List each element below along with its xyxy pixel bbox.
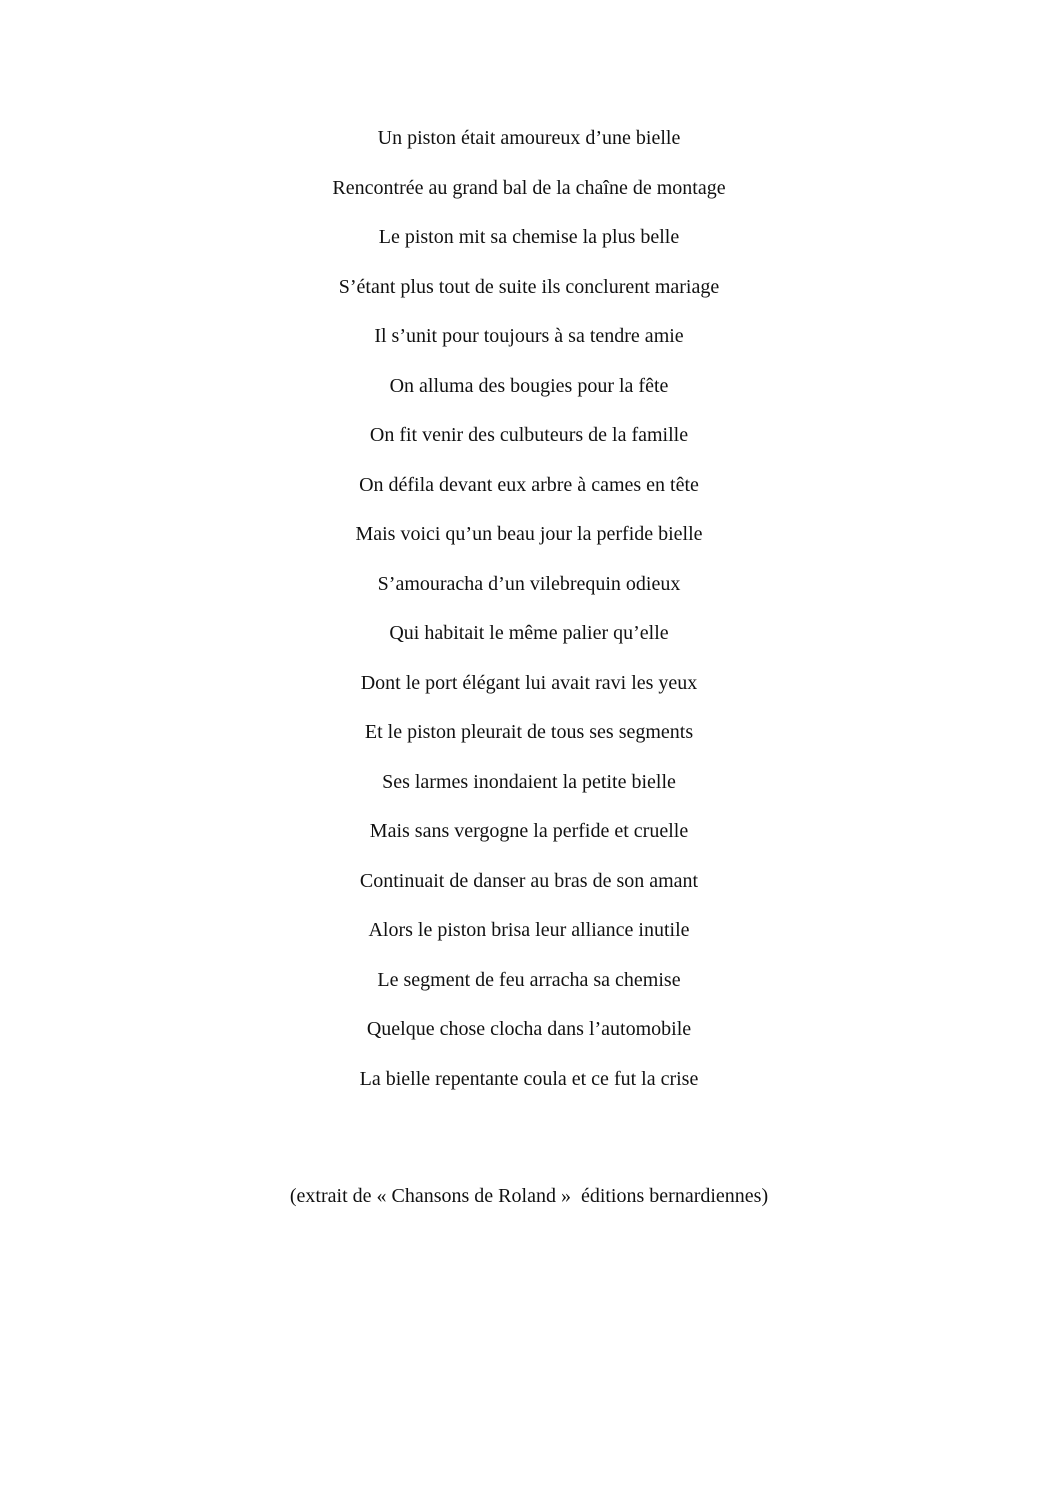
poem bbox=[0, 124, 1058, 1114]
source-attribution: (extrait de « Chansons de Roland » éditions bernardiennes) bbox=[289, 1185, 769, 1207]
poem-line: Mais sans vergogne la perfide et cruelle bbox=[369, 820, 689, 842]
poem-line: Et le piston pleurait de tous ses segments bbox=[364, 721, 694, 743]
poem-line: Ses larmes inondaient la petite bielle bbox=[382, 770, 676, 793]
poem-line: Quelque chose clocha dans l’automobile bbox=[366, 1018, 692, 1040]
poem-line: Mais voici qu’un beau jour la perfide bielle bbox=[355, 523, 703, 545]
poem-line: S’amouracha d’un vilebrequin odieux bbox=[377, 572, 681, 595]
poem-line: Rencontrée au grand bal de la chaîne de montage bbox=[332, 176, 726, 199]
poem-line: On alluma des bougies pour la fête bbox=[389, 374, 669, 397]
poem-line: Il s’unit pour toujours à sa tendre amie bbox=[374, 325, 684, 347]
poem-line: Un piston était amoureux d’une bielle bbox=[377, 127, 681, 149]
poem-line: S’étant plus tout de suite ils conclurent mariage bbox=[338, 275, 720, 298]
poem-line: La bielle repentante coula et ce fut la crise bbox=[359, 1067, 699, 1090]
poem-line: On fit venir des culbuteurs de la famille bbox=[369, 424, 689, 446]
poem-line: Le piston mit sa chemise la plus belle bbox=[378, 226, 680, 248]
poem-line: On défila devant eux arbre à cames en tête bbox=[359, 473, 699, 496]
poem-line: Qui habitait le même palier qu’elle bbox=[389, 622, 669, 644]
poem-line: Le segment de feu arracha sa chemise bbox=[377, 968, 681, 991]
poem-line: Continuait de danser au bras de son amant bbox=[359, 869, 699, 892]
poem-line: Dont le port élégant lui avait ravi les yeux bbox=[360, 671, 698, 694]
poem-line: Alors le piston brisa leur alliance inutile bbox=[368, 919, 690, 941]
